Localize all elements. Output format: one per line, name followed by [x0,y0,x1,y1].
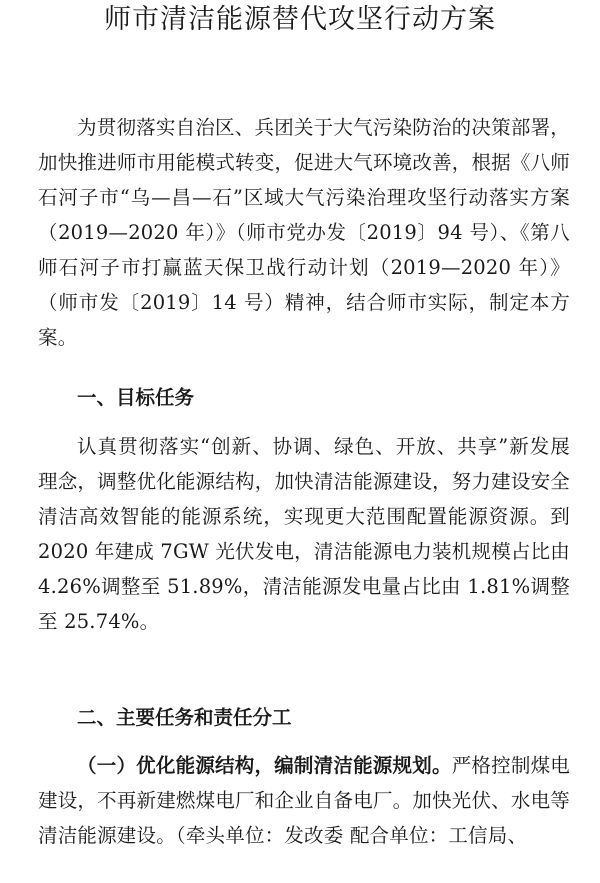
section-heading-tasks: 二、主要任务和责任分工 [77,706,292,729]
task-item-heading: （一）优化能源结构，编制清洁能源规划。 [77,754,452,777]
section-heading-goals: 一、目标任务 [77,386,195,409]
task-item-text: 严格控制煤电建设，不再新建燃煤电厂和企业自备电厂。加快光伏、水电等清洁能源建设。（牵头单位：发改委 配合单位：工信局、 [38,754,570,847]
task-item-paragraph [38,748,570,853]
document-title: 师市清洁能源替代攻坚行动方案 [104,4,496,35]
intro-paragraph: 为贯彻落实自治区、兵团关于大气污染防治的决策部署，加快推进师市用能模式转变，促进大气环境改善，根据《八师石河子市“乌—昌—石”区域大气污染治理攻坚行动落实方案（2019—2020 年）》（师市党办发〔2019〕94 号）、《第八师石河子市打赢蓝天保卫战行动计划（2019—2020 年）》（师市发〔2019〕14 号）精神，结合师市实际，制定本方案。 [38,116,570,349]
goals-paragraph: 认真贯彻落实“创新、协调、绿色、开放、共享”新发展理念，调整优化能源结构，加快清洁能源建设，努力建设安全清洁高效智能的能源系统，实现更大范围配置能源资源。到 2020 年建成 7GW 光伏发电，清洁能源电力装机规模占比由 4.26%调整至 51.89%，清洁能源发电量占比由 1.81%调整至 25.74%。 [38,435,570,633]
